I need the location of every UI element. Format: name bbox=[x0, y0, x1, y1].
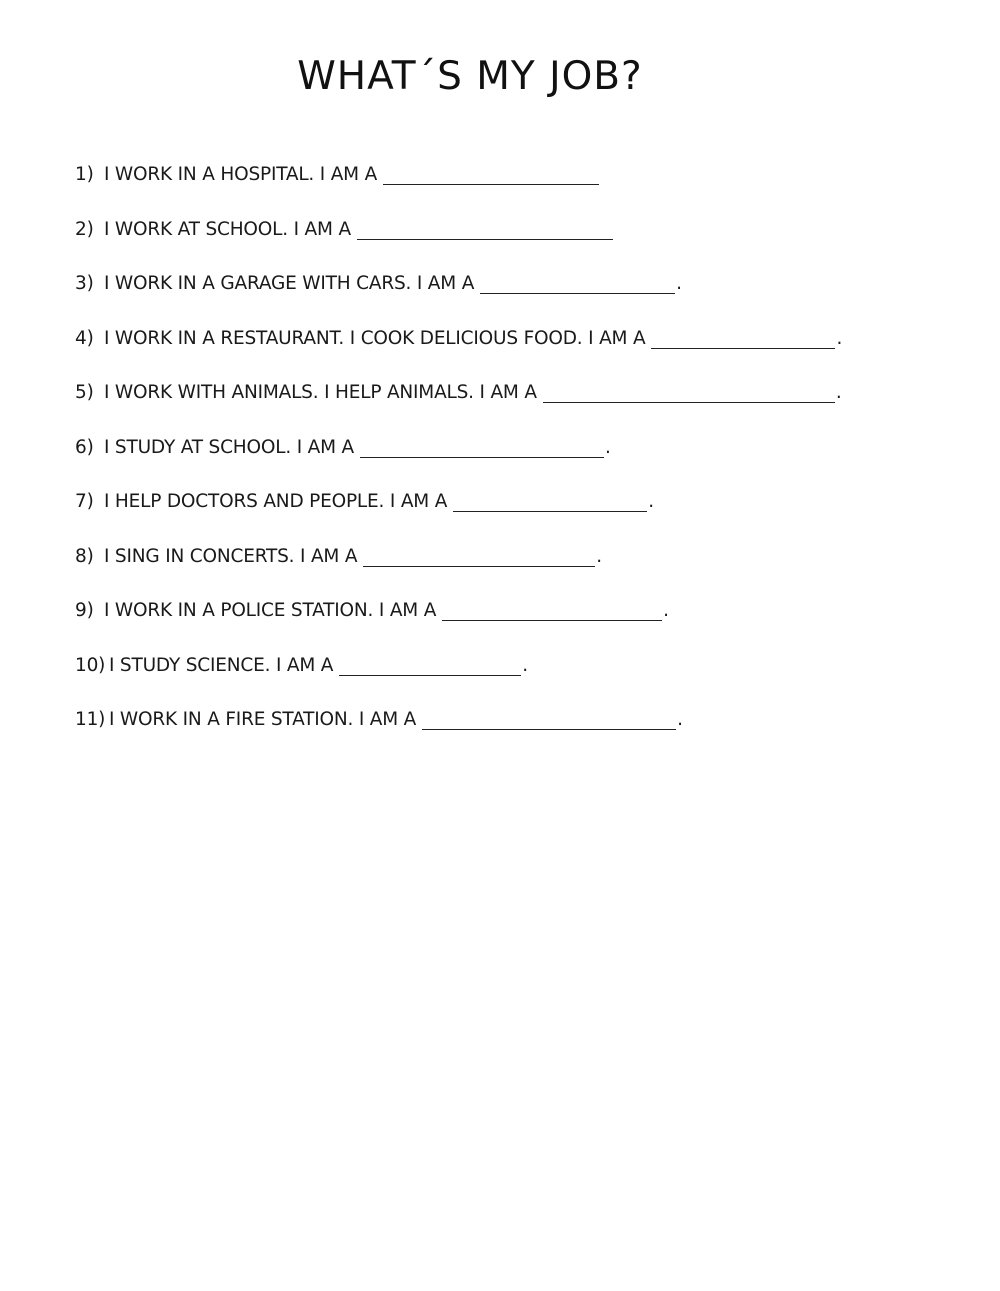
question-end: . bbox=[596, 545, 602, 567]
answer-blank[interactable] bbox=[480, 275, 675, 294]
question-number: 1) bbox=[75, 164, 94, 185]
question-item bbox=[75, 600, 975, 655]
question-number: 6) bbox=[75, 436, 94, 458]
question-end: . bbox=[663, 600, 669, 621]
question-number: 2) bbox=[75, 218, 94, 240]
question-number: 10) bbox=[75, 654, 106, 676]
question-end: . bbox=[835, 382, 842, 403]
answer-blank[interactable] bbox=[383, 166, 599, 185]
question-end: . bbox=[522, 654, 528, 676]
question-item bbox=[75, 164, 975, 219]
question-text: I WORK IN A GARAGE WITH CARS. I AM A bbox=[104, 273, 475, 294]
question-text: I WORK IN A FIRE STATION. I AM A bbox=[109, 709, 417, 730]
answer-blank[interactable] bbox=[442, 602, 662, 621]
question-item bbox=[75, 709, 975, 764]
question-text: I WORK IN A HOSPITAL. I AM A bbox=[104, 164, 378, 185]
page-title: WHAT´S MY JOB? bbox=[297, 54, 643, 99]
question-item bbox=[75, 273, 975, 328]
question-text: I HELP DOCTORS AND PEOPLE. I AM A bbox=[104, 491, 448, 512]
question-text: I STUDY AT SCHOOL. I AM A bbox=[104, 436, 354, 458]
answer-blank[interactable] bbox=[357, 221, 613, 240]
question-list bbox=[75, 164, 975, 764]
question-text: I STUDY SCIENCE. I AM A bbox=[109, 654, 334, 676]
answer-blank[interactable] bbox=[651, 330, 835, 349]
question-text: I WORK AT SCHOOL. I AM A bbox=[104, 218, 351, 240]
answer-blank[interactable] bbox=[422, 711, 676, 730]
question-end: . bbox=[605, 436, 611, 458]
answer-blank[interactable] bbox=[339, 657, 521, 676]
question-number: 5) bbox=[75, 382, 94, 403]
answer-blank[interactable] bbox=[453, 493, 647, 512]
question-number: 11) bbox=[75, 709, 106, 730]
question-text: I WORK WITH ANIMALS. I HELP ANIMALS. I AM A bbox=[104, 382, 537, 403]
answer-blank[interactable] bbox=[360, 439, 604, 458]
answer-blank[interactable] bbox=[363, 548, 595, 567]
question-number: 8) bbox=[75, 545, 94, 567]
question-end: . bbox=[677, 709, 683, 730]
question-text: I WORK IN A POLICE STATION. I AM A bbox=[104, 600, 437, 621]
question-item bbox=[75, 491, 975, 546]
question-text: I WORK IN A RESTAURANT. I COOK DELICIOUS FOOD. I AM A bbox=[104, 327, 646, 349]
question-text: I SING IN CONCERTS. I AM A bbox=[104, 545, 358, 567]
question-item bbox=[75, 382, 975, 437]
question-item bbox=[75, 655, 975, 710]
question-item bbox=[75, 328, 975, 383]
question-number: 4) bbox=[75, 327, 94, 349]
question-number: 3) bbox=[75, 273, 94, 294]
question-item bbox=[75, 437, 975, 492]
question-end: . bbox=[836, 327, 843, 349]
question-number: 9) bbox=[75, 600, 94, 621]
question-item bbox=[75, 219, 975, 274]
question-end: . bbox=[648, 491, 654, 512]
question-number: 7) bbox=[75, 491, 94, 512]
question-item bbox=[75, 546, 975, 601]
question-end: . bbox=[676, 273, 682, 294]
answer-blank[interactable] bbox=[543, 384, 835, 403]
